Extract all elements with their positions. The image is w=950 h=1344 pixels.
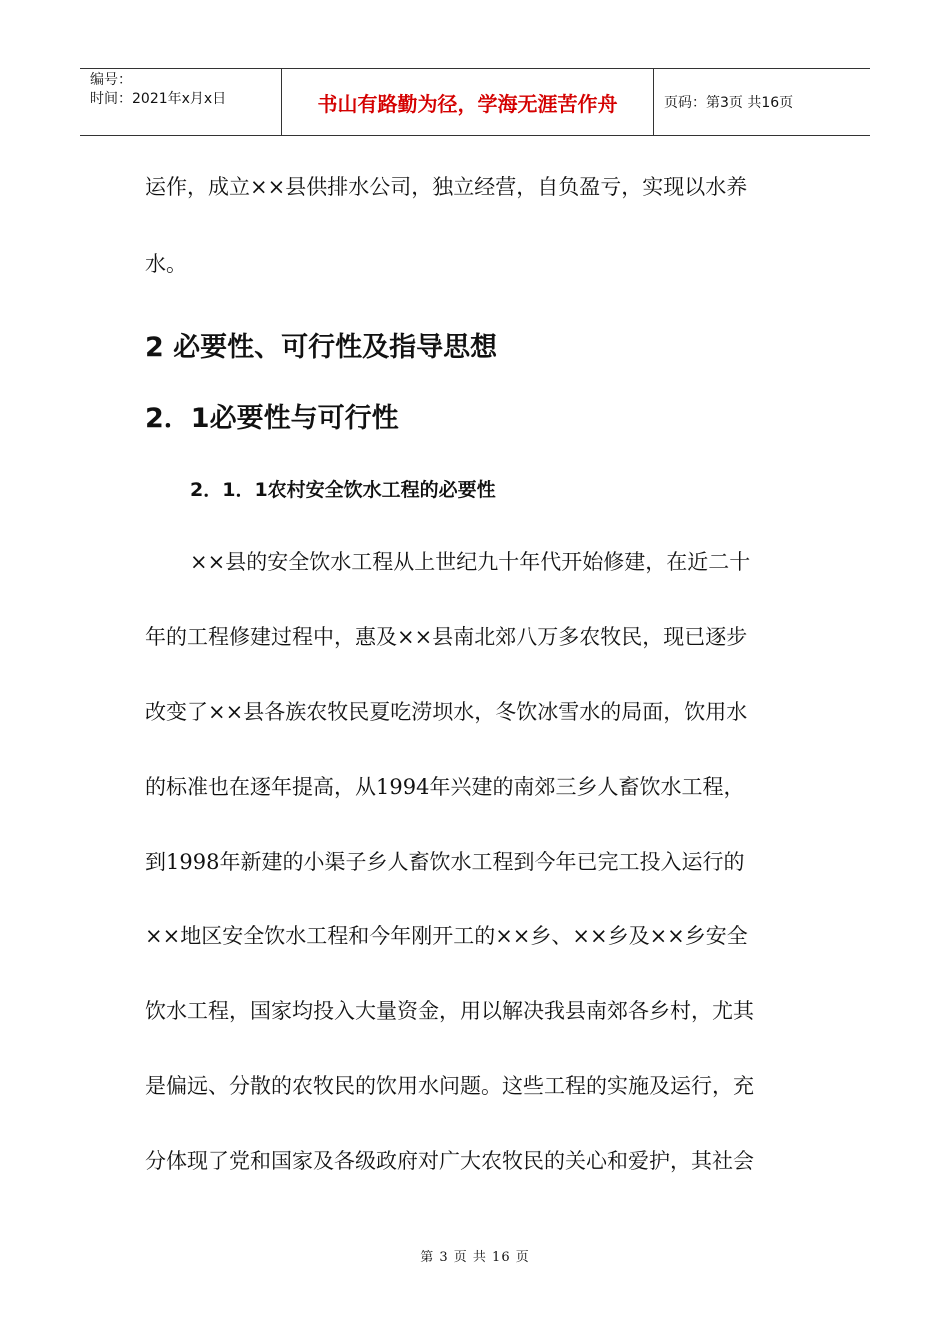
paragraph-line: 的标准也在逐年提高，从1994年兴建的南郊三乡人畜饮水工程， [145, 775, 745, 799]
paragraph-line: 饮水工程，国家均投入大量资金，用以解决我县南郊各乡村，尤其 [145, 999, 754, 1023]
header-motto: 书山有路勤为径，学海无涯苦作舟 [282, 69, 654, 135]
paragraph-line: ××县的安全饮水工程从上世纪九十年代开始修建，在近二十 [190, 550, 751, 574]
paragraph-line: 分体现了党和国家及各级政府对广大农牧民的关心和爱护，其社会 [145, 1149, 754, 1173]
paragraph-line: 改变了××县各族农牧民夏吃涝坝水，冬饮冰雪水的局面，饮用水 [145, 700, 748, 724]
paragraph-line: 年的工程修建过程中，惠及××县南北郊八万多农牧民，现已逐步 [145, 625, 748, 649]
section-heading-2: 2 必要性、可行性及指导思想 [145, 332, 498, 363]
header-page-info: 页码：第3页 共16页 [664, 95, 794, 111]
paragraph-line: 到1998年新建的小渠子乡人畜饮水工程到今年已完工投入运行的 [145, 850, 745, 874]
page-footer: 第 3 页 共 16 页 [420, 1250, 530, 1265]
section-heading-2-1-1: 2．1．1农村安全饮水工程的必要性 [190, 479, 496, 501]
body-line: 运作，成立××县供排水公司，独立经营，自负盈亏，实现以水养 [145, 175, 748, 199]
body-line: 水。 [145, 252, 187, 276]
paragraph-line: ××地区安全饮水工程和今年刚开工的××乡、××乡及××乡安全 [145, 924, 748, 948]
header-meta [80, 69, 282, 135]
header-number-label: 编号： [90, 72, 132, 88]
page-header [80, 68, 870, 136]
paragraph-line: 是偏远、分散的农牧民的饮用水问题。这些工程的实施及运行，充 [145, 1074, 754, 1098]
section-heading-2-1: 2．1必要性与可行性 [145, 403, 399, 434]
header-time-label: 时间：2021年x月x日 [90, 91, 227, 107]
